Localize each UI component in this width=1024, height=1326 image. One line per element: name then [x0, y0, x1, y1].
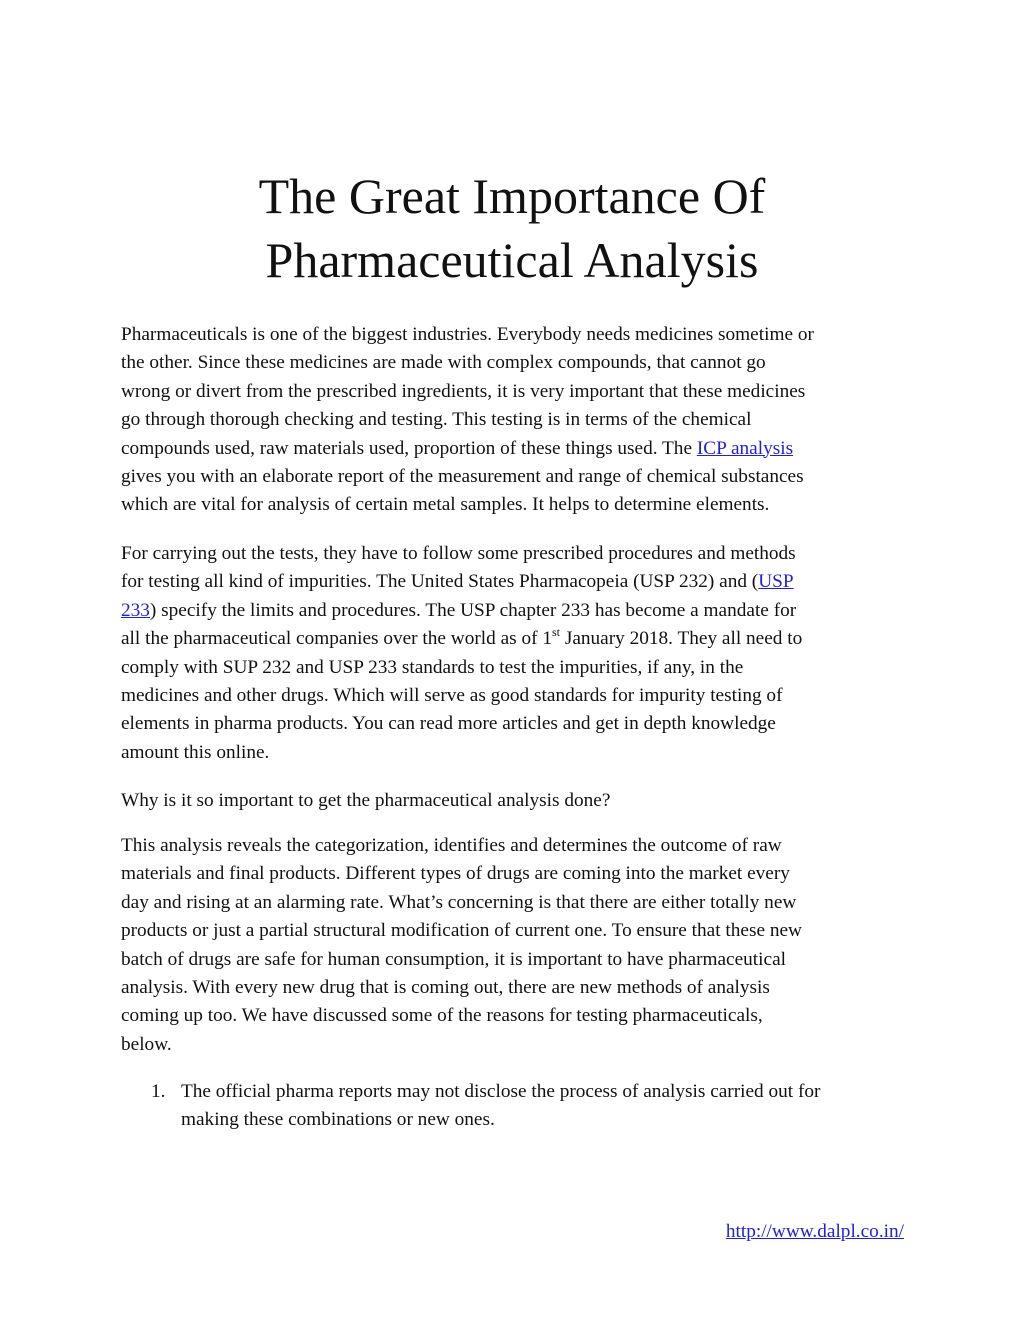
paragraph-line: go through thorough checking and testing. This testing is in terms of the chemical: [121, 409, 752, 431]
paragraph-question: [121, 787, 911, 815]
footer-website-link[interactable]: http://www.dalpl.co.in/: [725, 1221, 904, 1242]
paragraph-text: ) specify the limits and procedures. The USP chapter 233 has become a mandate for: [149, 599, 797, 621]
paragraph-line: below.: [121, 1033, 172, 1055]
paragraph-procedures: [121, 540, 911, 767]
usp-233-link-continued[interactable]: 233: [121, 599, 150, 621]
paragraph-line: wrong or divert from the prescribed ingredients, it is very important that these medicines: [121, 380, 806, 402]
paragraph-line: This analysis reveals the categorization, identifies and determines the outcome of raw: [121, 835, 782, 856]
paragraph-line: batch of drugs are safe for human consumption, it is important to have pharmaceutical: [121, 948, 786, 970]
paragraph-line: day and rising at an alarming rate. What’s concerning is that there are either totally new: [121, 891, 797, 913]
paragraph-text: compounds used, raw materials used, proportion of these things used. The: [121, 437, 697, 459]
paragraph-line: [121, 625, 911, 653]
paragraph-line: Pharmaceuticals is one of the biggest industries. Everybody needs medicines sometime or: [121, 324, 814, 345]
paragraph-line: [121, 568, 911, 596]
paragraph-line: which are vital for analysis of certain metal samples. It helps to determine elements.: [121, 494, 770, 516]
paragraph-line: coming up too. We have discussed some of the reasons for testing pharmaceuticals,: [121, 1005, 763, 1027]
paragraph-intro: [121, 321, 911, 520]
paragraph-line: For carrying out the tests, they have to follow some prescribed procedures and methods: [121, 543, 796, 564]
list-item-number: 1.: [151, 1081, 166, 1102]
paragraph-text: all the pharmaceutical companies over the world as of 1: [121, 628, 552, 650]
paragraph-line: comply with SUP 232 and USP 233 standards to test the impurities, if any, in the: [121, 656, 744, 678]
paragraph-line: [121, 597, 911, 625]
list-item-text: [181, 1078, 820, 1135]
icp-analysis-link[interactable]: ICP analysis: [696, 437, 794, 459]
footer: [700, 1218, 904, 1246]
document-title-line-1: The Great Importance Of: [258, 168, 766, 224]
usp-233-link[interactable]: USP: [758, 571, 794, 593]
paragraph-line: amount this online.: [121, 741, 270, 763]
document-title-line-2: Pharmaceutical Analysis: [265, 232, 759, 288]
paragraph-line: [121, 435, 911, 463]
ordinal-superscript: st: [552, 625, 561, 640]
paragraph-line: Why is it so important to get the pharmaceutical analysis done?: [121, 790, 611, 811]
list-item-line: The official pharma reports may not disclose the process of analysis carried out for: [181, 1081, 821, 1102]
paragraph-line: analysis. With every new drug that is coming out, there are new methods of analysis: [121, 976, 770, 998]
paragraph-text: January 2018. They all need to: [560, 628, 803, 650]
paragraph-line: medicines and other drugs. Which will serve as good standards for impurity testing of: [121, 684, 783, 706]
paragraph-analysis: [121, 832, 911, 1059]
paragraph-line: elements in pharma products. You can read more articles and get in depth knowledge: [121, 713, 776, 735]
paragraph-line: products or just a partial structural modification of current one. To ensure that these new: [121, 920, 802, 942]
paragraph-line: gives you with an elaborate report of the measurement and range of chemical substances: [121, 465, 804, 487]
paragraph-line: the other. Since these medicines are made with complex compounds, that cannot go: [121, 352, 766, 374]
list-item-line: making these combinations or new ones.: [181, 1109, 495, 1131]
paragraph-text: for testing all kind of impurities. The United States Pharmacopeia (USP 232) and (: [121, 571, 759, 593]
paragraph-line: materials and final products. Different types of drugs are coming into the market every: [121, 863, 790, 885]
